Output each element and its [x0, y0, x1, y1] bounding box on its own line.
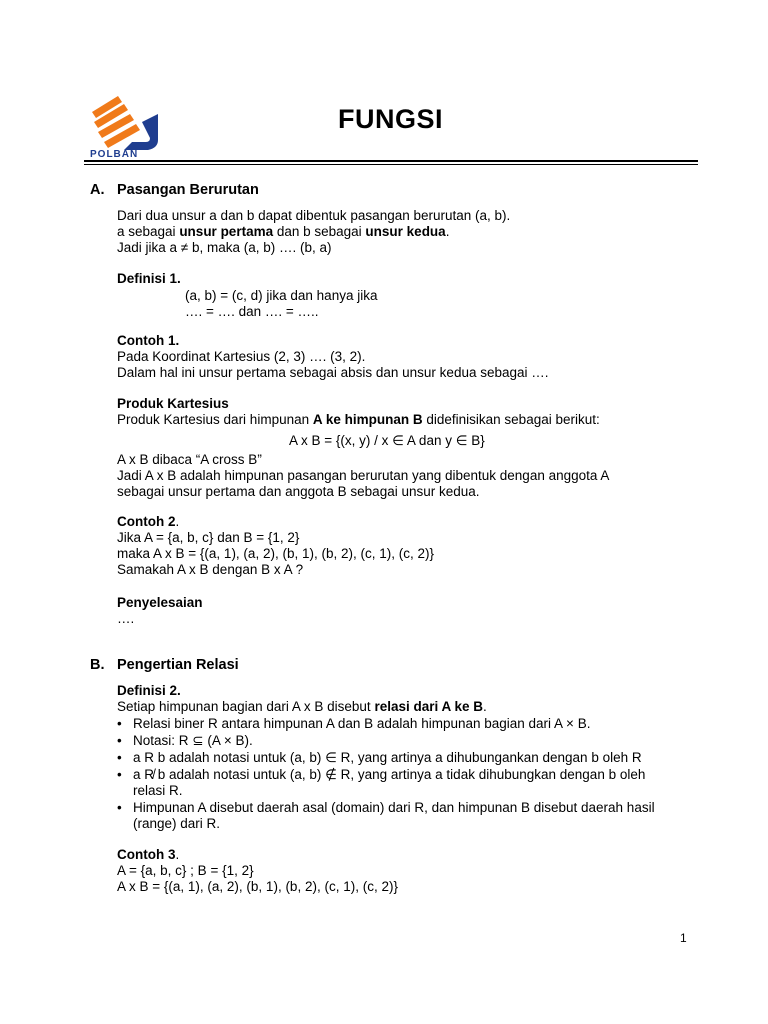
section-a-letter: A.: [90, 182, 105, 198]
definition-2-label: Definisi 2.: [117, 683, 181, 698]
example-1-line2: Dalam hal ini unsur pertama sebagai absis dan unsur kedua sebagai ….: [117, 365, 549, 380]
bullet-domain-range: Himpunan A disebut daerah asal (domain) dari R, dan himpunan B disebut daerah hasil: [133, 800, 655, 815]
section-a-heading: Pasangan Berurutan: [117, 182, 259, 198]
cartesian-product-line1: Produk Kartesius dari himpunan A ke himpunan B didefinisikan sebagai berikut:: [117, 412, 600, 427]
page-number: 1: [680, 931, 687, 945]
example-2-label: Contoh 2.: [117, 514, 180, 529]
solution-line1: ….: [117, 611, 135, 626]
polban-logo: [84, 92, 184, 162]
definition-1-label: Definisi 1.: [117, 271, 181, 286]
section-b-letter: B.: [90, 657, 105, 673]
definition-2-line: Setiap himpunan bagian dari A x B disebut relasi dari A ke B.: [117, 699, 487, 714]
solution-label: Penyelesaian: [117, 595, 203, 610]
bullet-relation-binary: Relasi biner R antara himpunan A dan B adalah himpunan bagian dari A × B.: [133, 716, 591, 731]
bullet-not-arb: a R̸ b adalah notasi untuk (a, b) ∉ R, yang artinya a tidak dihubungkan dengan b oleh: [133, 767, 646, 782]
example-2-line1: Jika A = {a, b, c} dan B = {1, 2}: [117, 530, 300, 545]
definition-1-line1: (a, b) = (c, d) jika dan hanya jika: [185, 288, 378, 303]
cartesian-product-formula: A x B = {(x, y) / x ∈ A dan y ∈ B}: [289, 433, 485, 448]
bullet-not-arb-cont: relasi R.: [133, 783, 183, 798]
section-b-heading: Pengertian Relasi: [117, 657, 239, 673]
section-a-p3: Jadi jika a ≠ b, maka (a, b) …. (b, a): [117, 240, 332, 255]
example-1-label: Contoh 1.: [117, 333, 180, 348]
logo-text: POLBAN: [90, 149, 139, 160]
example-1-line1: Pada Koordinat Kartesius (2, 3) …. (3, 2).: [117, 349, 366, 364]
header-rule: [84, 160, 698, 162]
bullet-arb: a R b adalah notasi untuk (a, b) ∈ R, yang artinya a dihubungankan dengan b oleh R: [133, 750, 642, 765]
example-3-line1: A = {a, b, c} ; B = {1, 2}: [117, 863, 254, 878]
example-2-line2: maka A x B = {(a, 1), (a, 2), (b, 1), (b, 2), (c, 1), (c, 2)}: [117, 546, 434, 561]
cartesian-product-line4: sebagai unsur pertama dan anggota B sebagai unsur kedua.: [117, 484, 480, 499]
bullet-marker: •: [117, 750, 122, 765]
example-2-line3: Samakah A x B dengan B x A ?: [117, 562, 304, 577]
definition-1-line2: …. = …. dan …. = …..: [185, 304, 319, 319]
bullet-marker: •: [117, 716, 122, 731]
section-a-p1: Dari dua unsur a dan b dapat dibentuk pasangan berurutan (a, b).: [117, 208, 511, 223]
example-3-line2: A x B = {(a, 1), (a, 2), (b, 1), (b, 2), (c, 1), (c, 2)}: [117, 879, 398, 894]
bullet-marker: •: [117, 767, 122, 782]
bullet-marker: •: [117, 733, 122, 748]
example-3-label: Contoh 3.: [117, 847, 180, 862]
bullet-notation: Notasi: R ⊆ (A × B).: [133, 733, 253, 748]
cartesian-product-line3: Jadi A x B adalah himpunan pasangan berurutan yang dibentuk dengan anggota A: [117, 468, 610, 483]
bullet-domain-range-cont: (range) dari R.: [133, 816, 221, 831]
cartesian-product-line2: A x B dibaca “A cross B”: [117, 452, 262, 467]
section-a-p2: a sebagai unsur pertama dan b sebagai unsur kedua.: [117, 224, 450, 239]
cartesian-product-label: Produk Kartesius: [117, 396, 229, 411]
header-rule-thin: [84, 164, 698, 165]
page-title: FUNGSI: [338, 104, 444, 134]
bullet-marker: •: [117, 800, 122, 815]
